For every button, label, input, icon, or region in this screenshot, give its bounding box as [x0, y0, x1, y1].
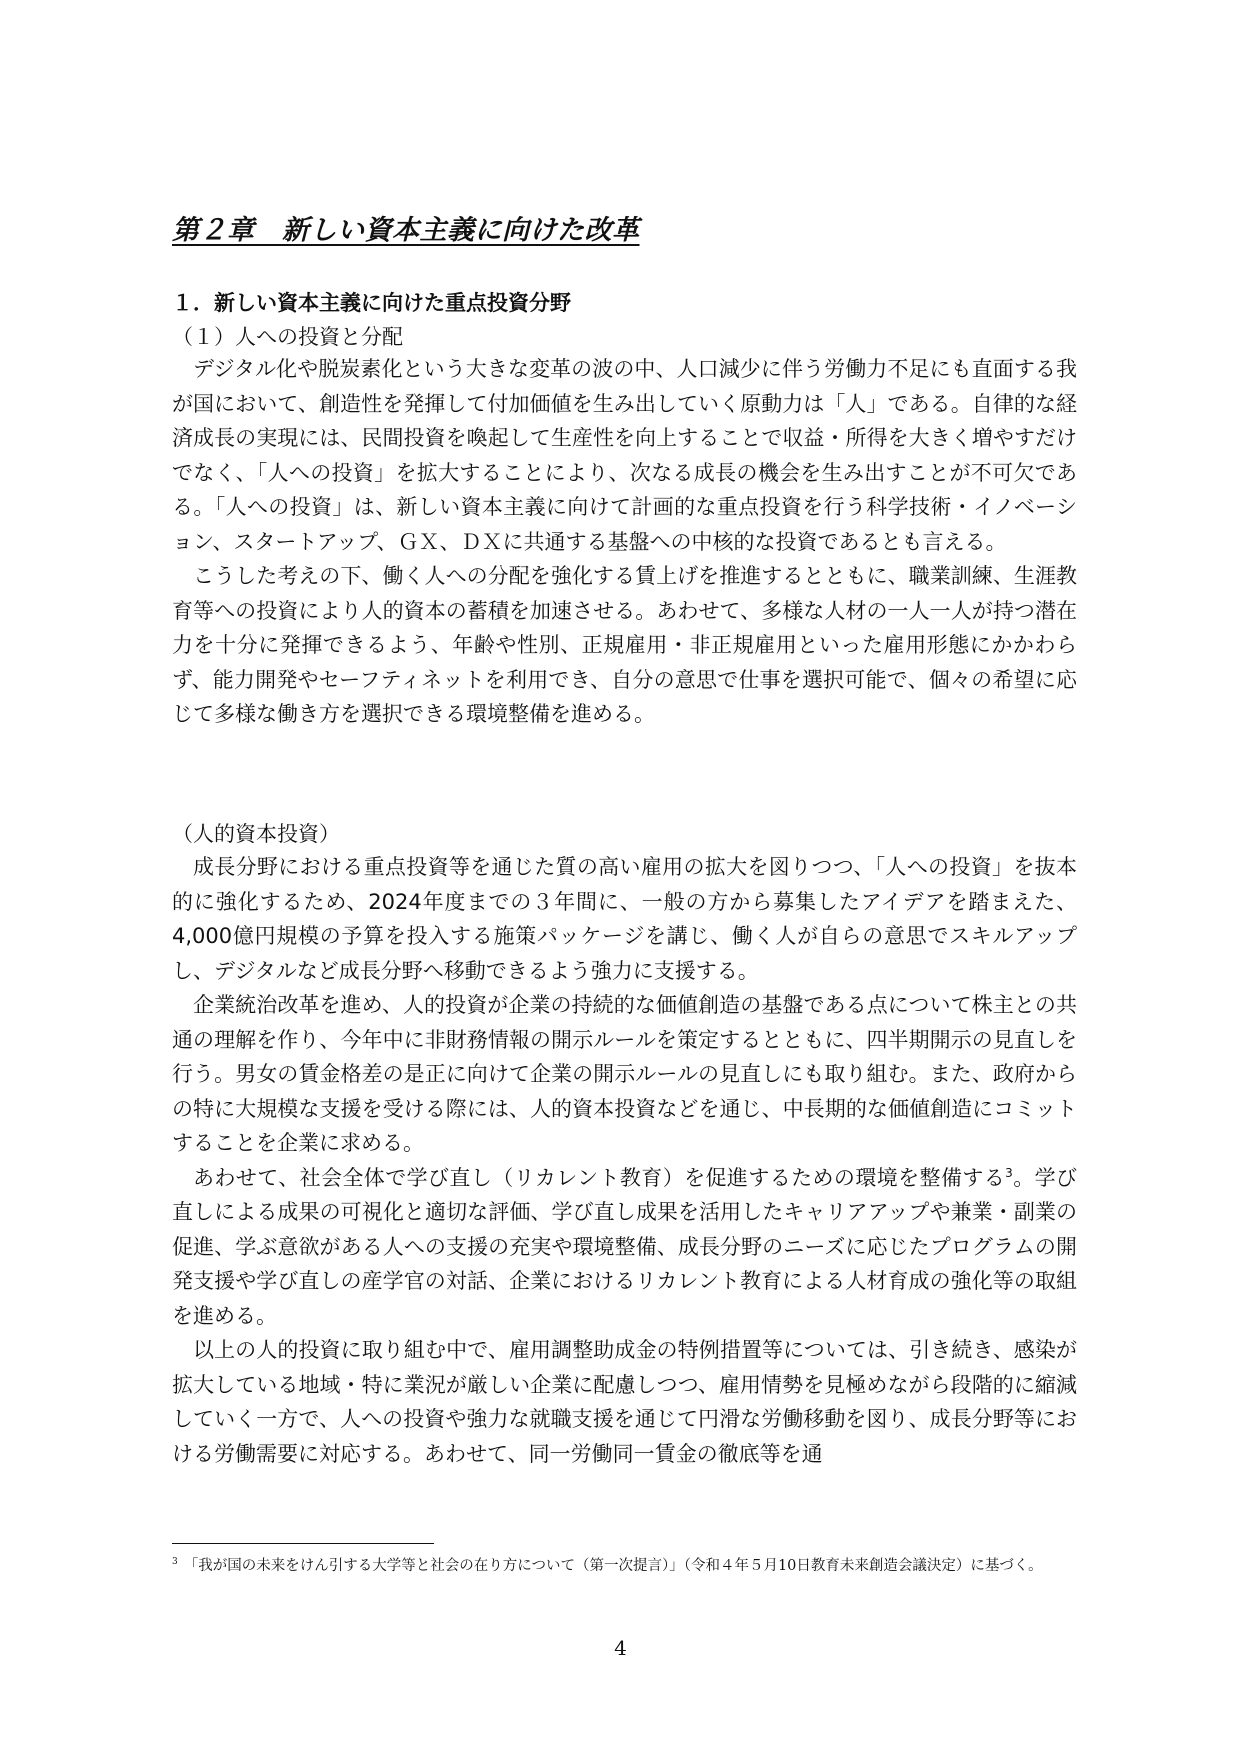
human-capital-body [172, 850, 1077, 1471]
paragraph: 企業統治改革を進め、人的投資が企業の持続的な価値創造の基盤である点について株主との共通の理解を作り、今年中に非財務情報の開示ルールを策定するとともに、四半期開示の見直しを行う。男女の賃金格差の是正に向けて企業の開示ルールの見直しにも取り組む。また、政府からの特に大規模な支援を受ける際には、人的資本投資などを通じ、中長期的な価値創造にコミットすることを企業に求める。 [172, 993, 1077, 1155]
paragraph: 以上の人的投資に取り組む中で、雇用調整助成金の特例措置等については、引き続き、感染が拡大している地域・特に業況が厳しい企業に配慮しつつ、雇用情勢を見極めながら段階的に縮減していく一方で、人への投資や強力な就職支援を通じて円滑な労働移動を図り、成長分野等における労働需要に対応する。あわせて、同一労働同一賃金の徹底等を通 [172, 1338, 1077, 1466]
footnote-divider [172, 1543, 434, 1544]
paragraph: 成長分野における重点投資等を通じた質の高い雇用の拡大を図りつつ、「人への投資」を抜本的に強化するため、2024年度までの３年間に、一般の方から募集したアイデアを踏まえた、4,000億円規模の予算を投入する施策パッケージを講じ、働く人が自らの意思でスキルアップし、デジタルなど成長分野へ移動できるよう強力に支援する。 [172, 855, 1077, 983]
paragraph: こうした考えの下、働く人への分配を強化する賃上げを推進するとともに、職業訓練、生涯教育等への投資により人的資本の蓄積を加速させる。あわせて、多様な人材の一人一人が持つ潜在力を十分に発揮できるよう、年齢や性別、正規雇用・非正規雇用といった雇用形態にかかわらず、能力開発やセーフティネットを利用でき、自分の意思で仕事を選択可能で、個々の希望に応じて多様な働き方を選択できる環境整備を進める。 [172, 564, 1077, 726]
footnote-mark: 3 [172, 1557, 178, 1567]
section-body [172, 352, 1077, 732]
paragraph-text: 。学び直しによる成果の可視化と適切な評価、学び直し成果を活用したキャリアアップや兼業・副業の促進、学ぶ意欲がある人への支援の充実や環境整備、成長分野のニーズに応じたプログラムの開発支援や学び直しの産学官の対話、企業におけるリカレント教育による人材育成の強化等の取組を進める。 [172, 1165, 1078, 1328]
section-heading: １．新しい資本主義に向けた重点投資分野 [172, 291, 571, 315]
footnote-reference: 3 [1005, 1165, 1013, 1180]
footnote [172, 1552, 1077, 1576]
human-capital-heading: （人的資本投資） [172, 822, 340, 846]
paragraph [172, 1161, 1077, 1334]
paragraph-text: あわせて、社会全体で学び直し（リカレント教育）を促進するための環境を整備する [193, 1165, 1006, 1190]
paragraph: デジタル化や脱炭素化という大きな変革の波の中、人口減少に伴う労働力不足にも直面する我が国において、創造性を発揮して付加価値を生み出していく原動力は「人」である。自律的な経済成長の実現には、民間投資を喚起して生産性を向上することで収益・所得を大きく増やすだけでなく、「人への投資」を拡大することにより、次なる成長の機会を生み出すことが不可欠である。「人への投資」は、新しい資本主義に向けて計画的な重点投資を行う科学技術・イノベーション、スタートアップ、ＧＸ、ＤＸに共通する基盤への中核的な投資であるとも言える。 [172, 357, 1077, 554]
page-number: 4 [614, 1636, 627, 1660]
footnote-text: 「我が国の未来をけん引する大学等と社会の在り方について（第一次提言）」（令和４年５月10日教育未来創造会議決定）に基づく。 [183, 1557, 1043, 1574]
subsection-heading: （１）人への投資と分配 [172, 325, 403, 349]
chapter-title: 第２章 新しい資本主義に向けた改革 [172, 215, 640, 246]
